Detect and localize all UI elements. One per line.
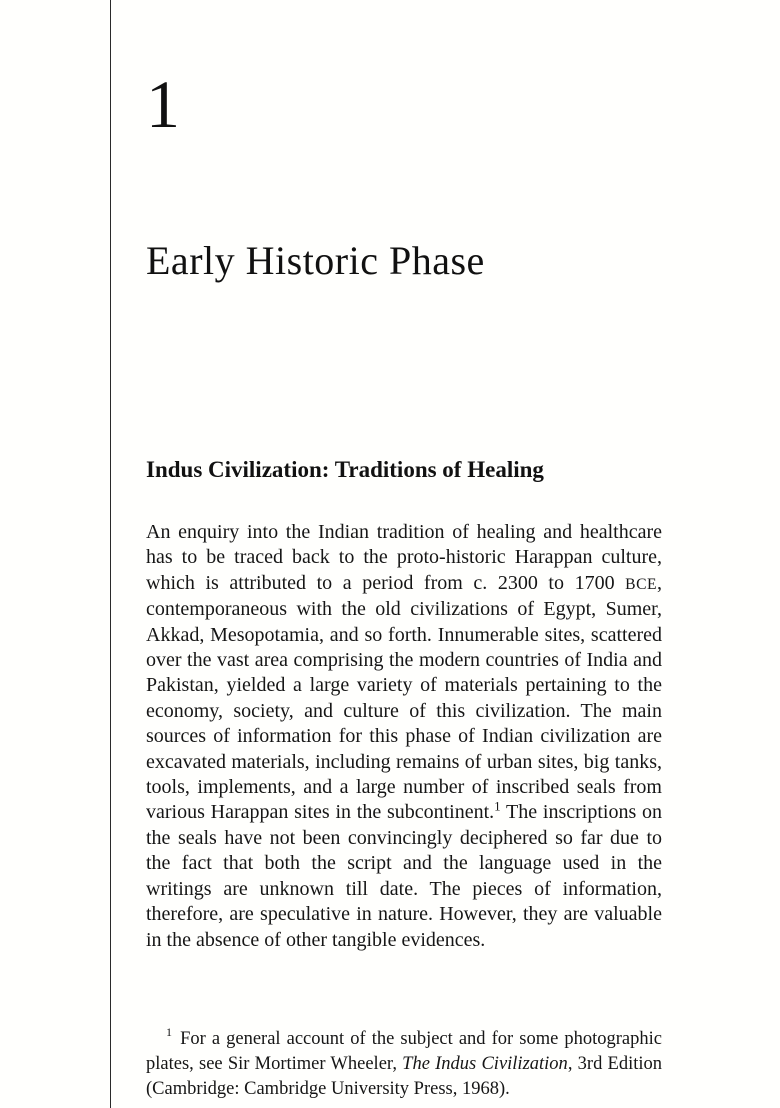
footnote-marker: 1 [166,1025,173,1040]
footnote-book-title: The Indus Civilization [402,1053,568,1074]
bce-smallcaps: BCE [625,575,657,593]
body-text-segment: An enquiry into the Indian tradition of healing and healthcare has to be traced back to the proto-historic Harappan culture, which is attributed to a period from c. 2300 to 1700 [146,521,662,594]
body-text-segment: , contemporaneous with the old civilizations of Egypt, Sumer, Akkad, Mesopotamia, and so forth. Innumerable sites, scattered over the vast area comprising the modern countries of India and Pakistan, yielded a large variety of materials pertaining to the economy, society, and culture of this civilization. The main sources of information for this phase of Indian civilization are excavated materials, including remains of urban sites, big tanks, tools, implements, and a large number of inscribed seals from various Harappan sites in the subcontinent. [146,571,662,824]
body-text-segment: The inscriptions on the seals have not been convincingly deciphered so far due to the fact that both the script and the language used in the writings are unknown till date. The pieces of information, therefore, are speculative in nature. However, they are valuable in the absence of other tangible evidences. [146,801,662,951]
section-heading: Indus Civilization: Traditions of Healing [146,457,544,483]
footnote [146,1027,662,1102]
body-paragraph [146,520,662,953]
footnote-reference: 1 [494,798,501,814]
left-margin-rule [110,0,111,1108]
footnote-text-segment: For a general account of the subject and for some photographic plates, see Sir Mortimer Wheeler, [146,1028,662,1074]
footnote-text-segment: , 3rd Edition (Cambridge: Cambridge University Press, 1968). [146,1053,662,1099]
chapter-title: Early Historic Phase [146,237,485,283]
chapter-number: 1 [146,66,180,142]
